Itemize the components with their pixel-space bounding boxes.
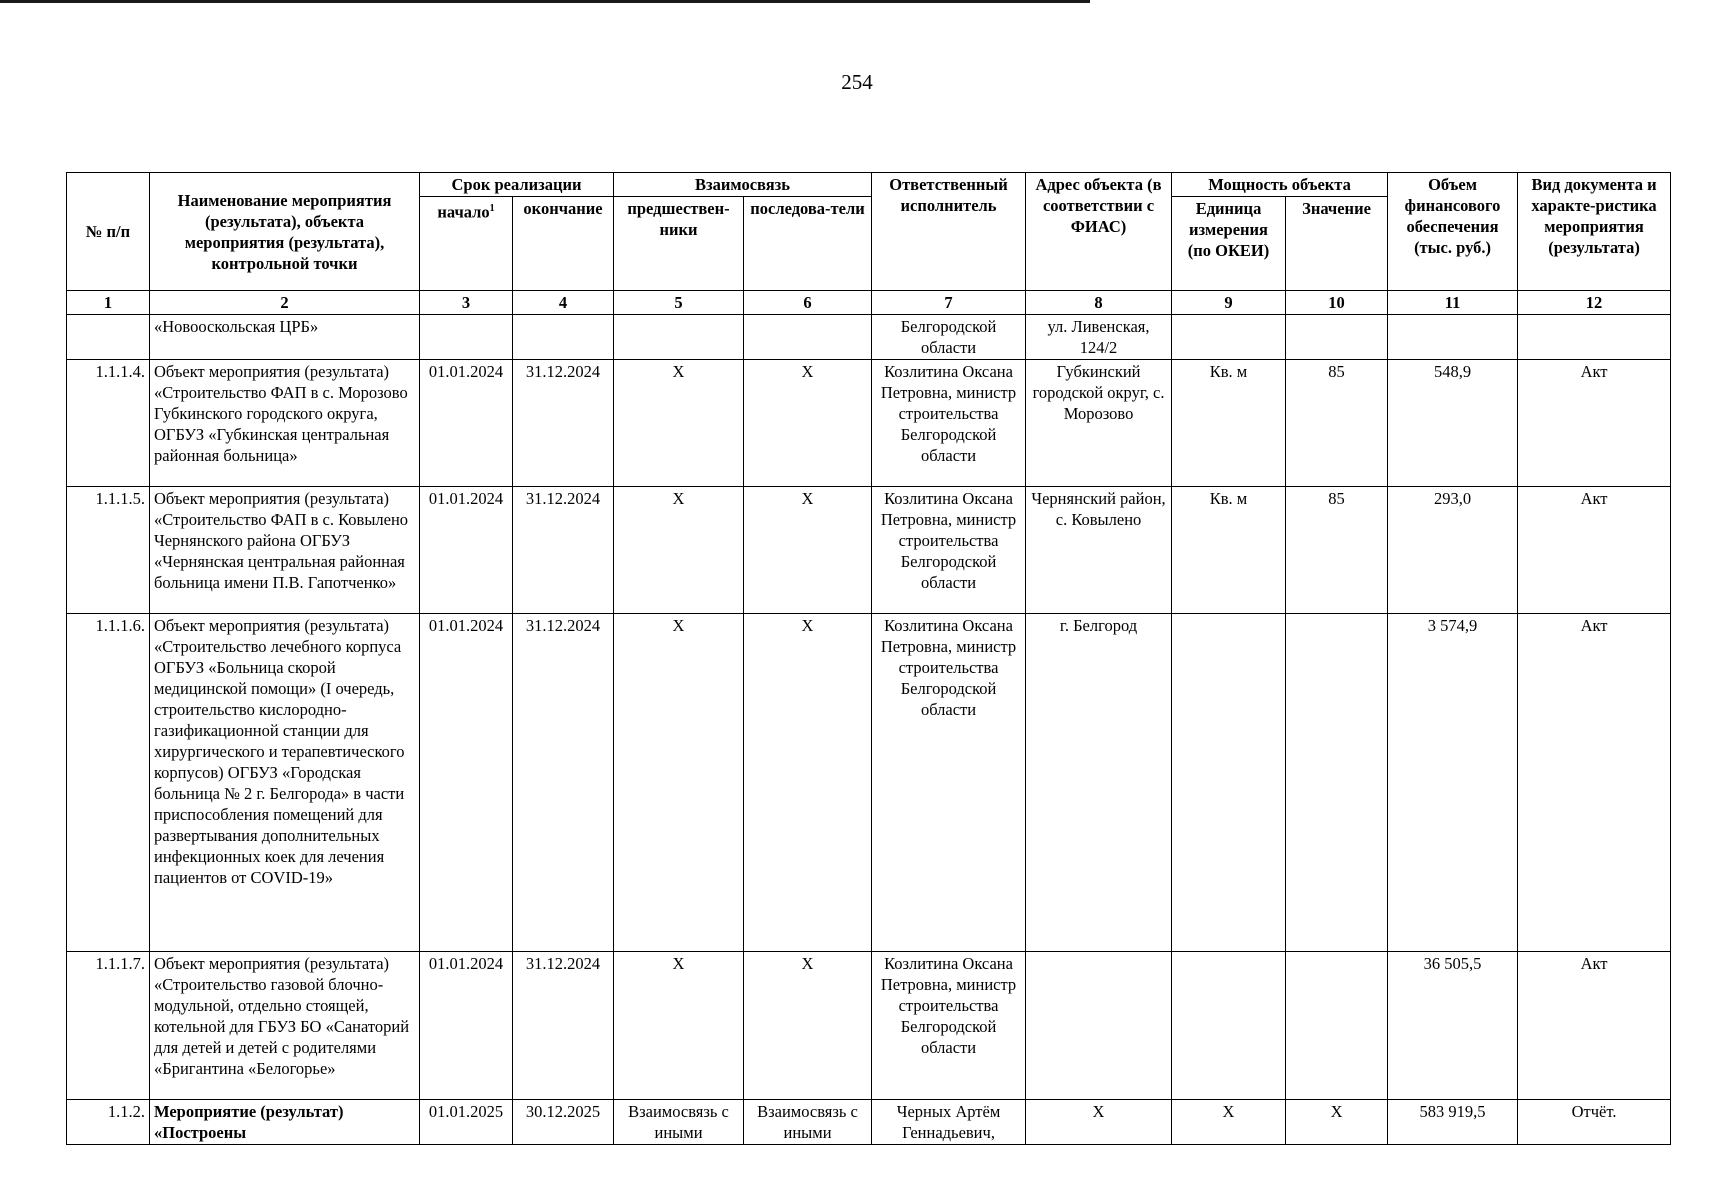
header-start: начало$^1$ (420, 197, 513, 291)
row-end (513, 315, 614, 360)
header-address: Адрес объекта (в соответствии с ФИАС) (1026, 173, 1172, 291)
row-unit: Кв. м (1172, 487, 1286, 614)
row-number (67, 315, 150, 360)
row-responsible: Козлитина Оксана Петровна, министр строительства Белгородской области (872, 360, 1026, 487)
row-successors: Х (744, 360, 872, 487)
row-doc-type: Акт (1518, 614, 1671, 952)
row-number: 1.1.1.5. (67, 487, 150, 614)
col-num-10: 10 (1286, 291, 1388, 315)
row-name: Объект мероприятия (результата) «Строительство газовой блочно-модульной, отдельно стоящей, котельной для ГБУЗ БО «Санаторий для детей и детей с родителями «Бригантина «Белогорье» (150, 952, 420, 1100)
row-doc-type: Акт (1518, 360, 1671, 487)
row-name: «Новооскольская ЦРБ» (150, 315, 420, 360)
header-finance: Объем финансового обеспечения (тыс. руб.) (1388, 173, 1518, 291)
row-finance: 36 505,5 (1388, 952, 1518, 1100)
table-row (67, 487, 1671, 614)
row-address: г. Белгород (1026, 614, 1172, 952)
page-number: 254 (841, 70, 873, 94)
col-num-7: 7 (872, 291, 1026, 315)
row-successors (744, 315, 872, 360)
row-predecessors: Х (614, 487, 744, 614)
row-successors: Взаимосвязь с иными (744, 1100, 872, 1145)
table-row (67, 952, 1671, 1100)
row-number: 1.1.1.6. (67, 614, 150, 952)
col-num-3: 3 (420, 291, 513, 315)
row-unit: Кв. м (1172, 360, 1286, 487)
col-num-1: 1 (67, 291, 150, 315)
row-predecessors (614, 315, 744, 360)
row-doc-type (1518, 315, 1671, 360)
row-unit (1172, 952, 1286, 1100)
row-doc-type: Акт (1518, 487, 1671, 614)
row-successors: Х (744, 487, 872, 614)
row-end: 31.12.2024 (513, 952, 614, 1100)
header-relation: Взаимосвязь (614, 173, 872, 197)
header-successors: последова-тели (744, 197, 872, 291)
row-responsible: Козлитина Оксана Петровна, министр строительства Белгородской области (872, 614, 1026, 952)
row-end: 30.12.2025 (513, 1100, 614, 1145)
row-start (420, 315, 513, 360)
row-start: 01.01.2025 (420, 1100, 513, 1145)
row-unit (1172, 614, 1286, 952)
header-end: окончание (513, 197, 614, 291)
row-end: 31.12.2024 (513, 614, 614, 952)
scan-edge-line (0, 0, 1090, 3)
row-successors: Х (744, 614, 872, 952)
col-num-2: 2 (150, 291, 420, 315)
row-predecessors: Х (614, 360, 744, 487)
footnote-mark: 1 (489, 203, 495, 214)
row-start: 01.01.2024 (420, 952, 513, 1100)
row-address (1026, 952, 1172, 1100)
row-address: ул. Ливенская, 124/2 (1026, 315, 1172, 360)
row-responsible: Козлитина Оксана Петровна, министр строительства Белгородской области (872, 952, 1026, 1100)
row-value (1286, 952, 1388, 1100)
row-end: 31.12.2024 (513, 487, 614, 614)
row-number: 1.1.2. (67, 1100, 150, 1145)
header-unit: Единица измерения (по ОКЕИ) (1172, 197, 1286, 291)
row-name: Объект мероприятия (результата) «Строительство ФАП в с. Морозово Губкинского городского округа, ОГБУЗ «Губкинская центральная районная больница» (150, 360, 420, 487)
header-no: № п/п (67, 173, 150, 291)
table-row (67, 360, 1671, 487)
row-address: Чернянский район, с. Ковылено (1026, 487, 1172, 614)
row-doc-type: Отчёт. (1518, 1100, 1671, 1145)
header-period: Срок реализации (420, 173, 614, 197)
row-finance: 293,0 (1388, 487, 1518, 614)
row-end: 31.12.2024 (513, 360, 614, 487)
header-capacity: Мощность объекта (1172, 173, 1388, 197)
column-number-row (67, 291, 1671, 315)
row-value (1286, 614, 1388, 952)
row-name: Объект мероприятия (результата) «Строительство лечебного корпуса ОГБУЗ «Больница скорой медицинской помощи» (I очередь, строительство кислородно-газификационной станции для хирургического и терапевтического корпусов) ОГБУЗ «Городская больница № 2 г. Белгорода» в части приспособления помещений для развертывания дополнительных инфекционных коек для лечения пациентов от COVID-19» (150, 614, 420, 952)
table-row (67, 315, 1671, 360)
row-responsible: Черных Артём Геннадьевич, (872, 1100, 1026, 1145)
header-doc-type: Вид документа и характе-ристика мероприятия (результата) (1518, 173, 1671, 291)
col-num-8: 8 (1026, 291, 1172, 315)
row-responsible: Козлитина Оксана Петровна, министр строительства Белгородской области (872, 487, 1026, 614)
row-finance: 548,9 (1388, 360, 1518, 487)
row-start: 01.01.2024 (420, 360, 513, 487)
table-row (67, 614, 1671, 952)
header-value: Значение (1286, 197, 1388, 291)
table-row (67, 1100, 1671, 1145)
header-name: Наименование мероприятия (результата), объекта мероприятия (результата), контрольной точки (150, 173, 420, 291)
row-value (1286, 315, 1388, 360)
row-unit: Х (1172, 1100, 1286, 1145)
row-predecessors: Взаимосвязь с иными (614, 1100, 744, 1145)
row-value: 85 (1286, 487, 1388, 614)
row-value: 85 (1286, 360, 1388, 487)
row-number: 1.1.1.7. (67, 952, 150, 1100)
row-start: 01.01.2024 (420, 487, 513, 614)
row-start: 01.01.2024 (420, 614, 513, 952)
row-finance (1388, 315, 1518, 360)
row-name: Мероприятие (результат) «Построены (150, 1100, 420, 1145)
col-num-9: 9 (1172, 291, 1286, 315)
col-num-12: 12 (1518, 291, 1671, 315)
events-table (66, 172, 1671, 1145)
row-doc-type: Акт (1518, 952, 1671, 1100)
row-number: 1.1.1.4. (67, 360, 150, 487)
col-num-5: 5 (614, 291, 744, 315)
row-name: Объект мероприятия (результата) «Строительство ФАП в с. Ковылено Чернянского района ОГБУЗ «Чернянская центральная районная больница имени П.В. Гапотченко» (150, 487, 420, 614)
row-responsible: Белгородской области (872, 315, 1026, 360)
row-address: Губкинский городской округ, с. Морозово (1026, 360, 1172, 487)
row-address: Х (1026, 1100, 1172, 1145)
row-successors: Х (744, 952, 872, 1100)
row-finance: 583 919,5 (1388, 1100, 1518, 1145)
col-num-4: 4 (513, 291, 614, 315)
row-predecessors: Х (614, 952, 744, 1100)
header-predecessors: предшествен-ники (614, 197, 744, 291)
row-value: Х (1286, 1100, 1388, 1145)
row-predecessors: Х (614, 614, 744, 952)
header-responsible: Ответственный исполнитель (872, 173, 1026, 291)
row-finance: 3 574,9 (1388, 614, 1518, 952)
col-num-6: 6 (744, 291, 872, 315)
col-num-11: 11 (1388, 291, 1518, 315)
row-unit (1172, 315, 1286, 360)
